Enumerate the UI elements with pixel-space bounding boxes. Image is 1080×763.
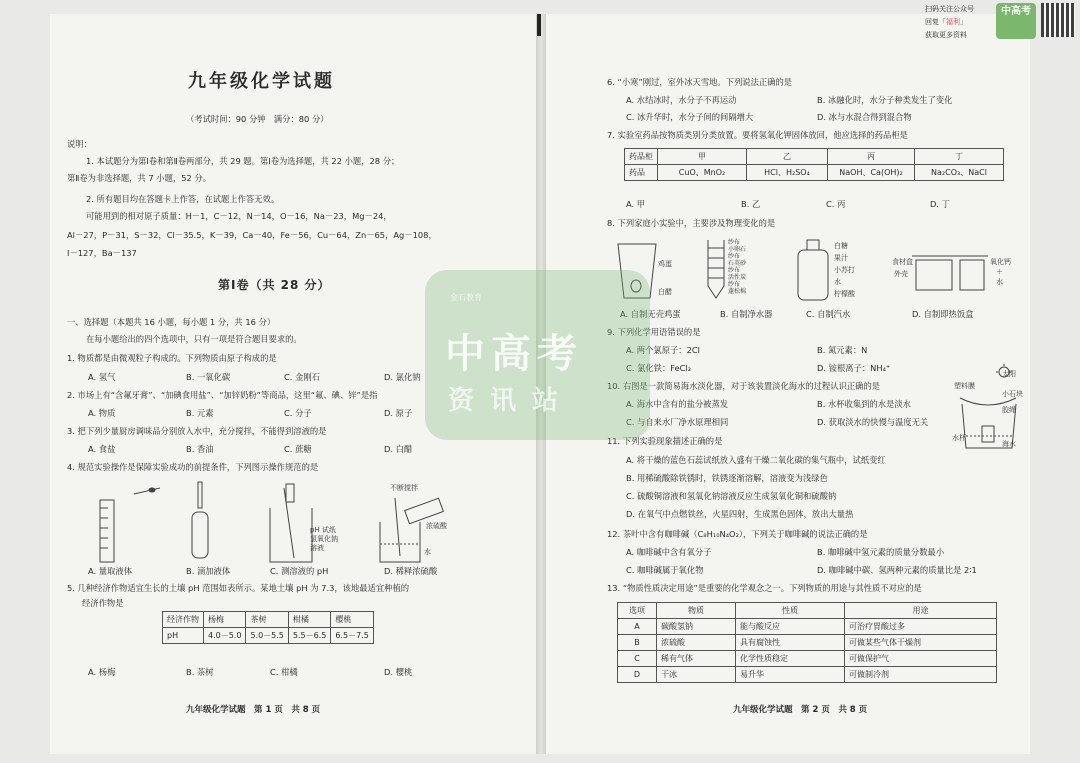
table-row: [618, 619, 997, 635]
q8-label: 水: [834, 278, 841, 286]
q9-option-c: C. 氯化铁：FeCl₂: [626, 363, 692, 373]
table-cell: 稀有气体: [657, 651, 736, 667]
promo-line-3: 获取更多资料: [925, 31, 967, 39]
q8-label: 白糖: [834, 242, 848, 250]
page-2-footer: 九年级化学试题 第 2 页 共 8 页: [733, 705, 868, 715]
q2-option-b: B. 元素: [186, 408, 214, 418]
promo-line-1: 扫码关注公众号: [925, 5, 974, 13]
table-row: [163, 612, 374, 628]
table-row: [163, 628, 374, 644]
q8-label: ＋: [996, 268, 1003, 276]
table-row: [625, 165, 1004, 181]
q1-option-a: A. 氢气: [88, 372, 116, 382]
table-cell: 干冰: [657, 667, 736, 683]
q1-option-b: B. 一氧化碳: [186, 372, 231, 382]
q8-label: 纱布: [728, 253, 741, 260]
table-cell: D: [618, 667, 657, 683]
table-row: [625, 149, 1004, 165]
table-cell: 5.0－5.5: [246, 628, 288, 644]
q4-label-water: 水: [424, 548, 431, 556]
staple-mark: [537, 14, 541, 36]
table-cell: pH: [163, 628, 204, 644]
q6-option-c: C. 冰升华时，水分子间的间隔增大: [626, 112, 754, 122]
q4-label-stirring: 不断搅拌: [390, 484, 418, 492]
question-10: 10. 右图是一款简易海水淡化器，对于该装置淡化海水的过程认识正确的是: [607, 381, 881, 391]
atomic-mass-3: I－127，Ba－137: [67, 248, 137, 258]
q8-option-a: A. 自制无壳鸡蛋: [620, 309, 681, 319]
q8-option-c: C. 自制汽水: [806, 309, 851, 319]
q7-option-b: B. 乙: [741, 199, 761, 209]
q4-option-a: A. 量取液体: [88, 566, 132, 576]
q13-property-table: [617, 602, 997, 683]
note-1b: 第Ⅱ卷为非选择题，共 7 小题，52 分。: [67, 173, 211, 183]
watermark-subtext: 资讯站: [448, 386, 575, 416]
question-9: 9. 下列化学用语错误的是: [607, 327, 701, 337]
q8-label: 活性炭: [728, 274, 747, 281]
table-cell: 甲: [658, 149, 747, 165]
q4-lab-operations-figure: [90, 478, 450, 564]
q8-label: 白醋: [658, 288, 672, 296]
promo-line-2: 回复「福利」: [925, 18, 967, 26]
q8-label: 鸡蛋: [658, 260, 672, 268]
q4-option-c: C. 测溶液的 pH: [270, 566, 329, 576]
q4-label-naoh: 氢氧化钠: [310, 535, 338, 543]
q8-label: 果汁: [834, 254, 848, 262]
table-cell: 可做保护气: [845, 651, 997, 667]
table-row: [618, 603, 997, 619]
table-cell: 杨梅: [204, 612, 246, 628]
q8-label: 柠檬酸: [834, 290, 855, 298]
question-6: 6. “小寒”刚过，室外冰天雪地。下列说法正确的是: [607, 77, 793, 87]
table-cell: 药品柜: [625, 149, 658, 165]
table-cell: 茶树: [246, 612, 288, 628]
q8-label: 氧化钙: [990, 258, 1011, 266]
q4-label-conc-acid: 浓硫酸: [426, 522, 447, 530]
table-cell: 可治疗胃酸过多: [845, 619, 997, 635]
q3-option-c: C. 蔗糖: [284, 444, 312, 454]
q10-label-film: 塑料膜: [954, 382, 975, 390]
brand-logo: 中高考: [996, 3, 1036, 39]
table-cell: 5.5－6.5: [288, 628, 330, 644]
table-cell: 易升华: [736, 667, 845, 683]
table-cell: 经济作物: [163, 612, 204, 628]
q11-option-d: D. 在氧气中点燃铁丝，火星四射，生成黑色固体，放出大量热: [626, 509, 854, 519]
q8-option-d: D. 自制即热饭盒: [912, 309, 974, 319]
table-cell: C: [618, 651, 657, 667]
q10-label-rope: 胶绳: [1002, 406, 1016, 414]
q4-option-d: D. 稀释浓硫酸: [384, 566, 438, 576]
q5-option-b: B. 茶树: [186, 667, 214, 677]
q10-option-c: C. 与自来水厂净水原理相同: [626, 417, 729, 427]
table-cell: 樱桃: [331, 612, 373, 628]
table-cell: 具有腐蚀性: [736, 635, 845, 651]
q8-label: 蓬松棉: [728, 288, 747, 295]
q8-label: 小卵石: [728, 246, 747, 253]
q10-option-b: B. 水杯收集到的水是淡水: [817, 399, 911, 409]
table-cell: HCl、H₂SO₄: [747, 165, 828, 181]
q11-option-a: A. 将干燥的蓝色石蕊试纸放入盛有干燥二氧化碳的集气瓶中，试纸变红: [626, 455, 886, 465]
q11-option-c: C. 硫酸铜溶液和氢氧化钠溶液反应生成氢氧化铜和硫酸钠: [626, 491, 837, 501]
table-cell: 药品: [625, 165, 658, 181]
q10-label-stone: 小石块: [1002, 390, 1023, 398]
q8-label: 外壳: [894, 270, 908, 278]
q9-option-b: B. 氮元素：N: [817, 345, 868, 355]
q1-option-d: D. 氯化钠: [384, 372, 421, 382]
table-cell: 性质: [736, 603, 845, 619]
exam-meta: （考试时间：90 分钟 满分：80 分）: [186, 114, 329, 124]
q10-desalination-figure: [952, 364, 1030, 460]
question-7: 7. 实验室药品按物质类别分类放置。要将氢氧化钾固体放回，他应选择的药品柜是: [607, 130, 908, 140]
q7-option-d: D. 丁: [930, 199, 950, 209]
question-8: 8. 下列家庭小实验中，主要涉及物理变化的是: [607, 218, 776, 228]
q3-option-a: A. 食盐: [88, 444, 116, 454]
page-1-footer: 九年级化学试题 第 1 页 共 8 页: [186, 705, 321, 715]
table-cell: 可做某些气体干燥剂: [845, 635, 997, 651]
watermark-tiny-text: 金石教育: [450, 293, 482, 302]
table-cell: B: [618, 635, 657, 651]
question-11: 11. 下列实验现象描述正确的是: [607, 436, 723, 446]
table-cell: 乙: [747, 149, 828, 165]
q6-option-b: B. 冰融化时，水分子种类发生了变化: [817, 95, 953, 105]
table-cell: 能与酸反应: [736, 619, 845, 635]
q9-option-d: D. 铵根离子：NH₄⁺: [817, 363, 891, 373]
question-5b: 经济作物是: [82, 598, 124, 608]
note-heading: 说明：: [67, 139, 92, 149]
q5-option-a: A. 杨梅: [88, 667, 116, 677]
q8-label: 水: [996, 278, 1003, 286]
q5-option-c: C. 柑橘: [270, 667, 298, 677]
table-cell: 柑橘: [288, 612, 330, 628]
table-cell: A: [618, 619, 657, 635]
q4-label-solution: 溶液: [310, 544, 324, 552]
q10-option-d: D. 获取淡水的快慢与温度无关: [817, 417, 929, 427]
q8-label: 小苏打: [834, 266, 855, 274]
section-title: 第Ⅰ卷（共 28 分）: [218, 278, 331, 292]
q3-option-d: D. 白醋: [384, 444, 413, 454]
atomic-mass-2: Al－27，P－31，S－32，Cl－35.5，K－39，Ca－40，Fe－56，Cu－64，Zn－65，Ag－108，: [67, 230, 437, 240]
q2-option-c: C. 分子: [284, 408, 312, 418]
watermark-text: 中高考: [445, 331, 583, 377]
table-cell: 6.5－7.5: [331, 628, 373, 644]
note-2: 2. 所有题目均在答题卡上作答，在试题上作答无效。: [86, 194, 280, 204]
q7-cabinet-table: [624, 148, 1004, 181]
question-13: 13. “物质性质决定用途”是重要的化学观念之一。下列物质的用途与其性质不对应的是: [607, 583, 922, 593]
q4-label-ph-paper: pH 试纸: [310, 526, 336, 534]
q8-option-b: B. 自制净水器: [720, 309, 773, 319]
q8-label: 纱布: [728, 267, 741, 274]
question-5: 5. 几种经济作物适宜生长的土壤 pH 范围如表所示。某地土壤 pH 为 7.3，该地最适宜种植的: [67, 583, 410, 593]
part-1-instruction: 在每小题给出的四个选项中，只有一项是符合题目要求的。: [86, 334, 302, 344]
q4-option-b: B. 滴加液体: [186, 566, 231, 576]
q10-label-seawater: 海水: [1002, 440, 1016, 448]
q12-option-b: B. 咖啡碱中氢元素的质量分数最小: [817, 547, 945, 557]
table-cell: CuO、MnO₂: [658, 165, 747, 181]
q7-option-c: C. 丙: [826, 199, 846, 209]
qr-code-icon: [1041, 3, 1075, 37]
q5-option-d: D. 樱桃: [384, 667, 413, 677]
question-3: 3. 把下列少量厨房调味品分别放入水中，充分搅拌，不能得到溶液的是: [67, 426, 327, 436]
atomic-mass-1: 可能用到的相对原子质量：H－1，C－12，N－14，O－16，Na－23，Mg－24，: [86, 211, 392, 221]
table-cell: 选项: [618, 603, 657, 619]
table-row: [618, 635, 997, 651]
part-1-heading: 一、选择题（本题共 16 小题，每小题 1 分，共 16 分）: [67, 317, 276, 327]
q12-option-a: A. 咖啡碱中含有氧分子: [626, 547, 712, 557]
table-cell: 碳酸氢钠: [657, 619, 736, 635]
q3-option-b: B. 香油: [186, 444, 214, 454]
note-1: 1. 本试题分为第Ⅰ卷和第Ⅱ卷两部分，共 29 题。第Ⅰ卷为选择题，共 22 小题，28 分；: [86, 156, 400, 166]
q2-option-a: A. 物质: [88, 408, 116, 418]
table-cell: 浓硫酸: [657, 635, 736, 651]
table-row: [618, 651, 997, 667]
question-1: 1. 物质都是由微观粒子构成的。下列物质由原子构成的是: [67, 353, 277, 363]
table-cell: 丙: [828, 149, 915, 165]
q12-option-d: D. 咖啡碱中碳、氢两种元素的质量比是 2∶1: [817, 565, 977, 575]
q8-home-experiments-figure: [612, 236, 1032, 306]
table-cell: 物质: [657, 603, 736, 619]
q10-option-a: A. 海水中含有的盐分被蒸发: [626, 399, 729, 409]
table-cell: 化学性质稳定: [736, 651, 845, 667]
table-cell: 可做制冷剂: [845, 667, 997, 683]
table-cell: NaOH、Ca(OH)₂: [828, 165, 915, 181]
question-12: 12. 茶叶中含有咖啡碱（C₈H₁₀N₄O₂），下列关于咖啡碱的说法正确的是: [607, 529, 868, 539]
q8-label: 纱布: [728, 239, 741, 246]
q9-option-a: A. 两个氯原子：2Cl: [626, 345, 700, 355]
q1-option-c: C. 金刚石: [284, 372, 320, 382]
q5-ph-table: [162, 611, 374, 644]
q8-label: 石英砂: [728, 260, 747, 267]
q11-option-b: B. 用稀硫酸除铁锈时，铁锈逐渐溶解，溶液变为浅绿色: [626, 473, 828, 483]
q6-option-a: A. 水结冰时，水分子不再运动: [626, 95, 737, 105]
table-cell: 用途: [845, 603, 997, 619]
q12-option-c: C. 咖啡碱属于氧化物: [626, 565, 704, 575]
question-2: 2. 市场上有“含氟牙膏”、“加碘食用盐”、“加锌奶粉”等商品，这里“氟、碘、锌”是指: [67, 390, 378, 400]
table-cell: Na₂CO₃、NaCl: [915, 165, 1004, 181]
q7-option-a: A. 甲: [626, 199, 646, 209]
q10-label-cup: 水杯: [952, 434, 966, 442]
question-4: 4. 规范实验操作是保障实验成功的前提条件，下列图示操作规范的是: [67, 462, 319, 472]
table-cell: 丁: [915, 149, 1004, 165]
table-row: [618, 667, 997, 683]
exam-title: 九年级化学试题: [188, 71, 335, 92]
q6-option-d: D. 冰与水混合得到混合物: [817, 112, 912, 122]
q8-label: 食材盒: [892, 258, 913, 266]
q8-label: 纱布: [728, 281, 741, 288]
table-cell: 4.0－5.0: [204, 628, 246, 644]
q2-option-d: D. 原子: [384, 408, 413, 418]
q10-label-sun: 太阳: [1002, 370, 1016, 378]
